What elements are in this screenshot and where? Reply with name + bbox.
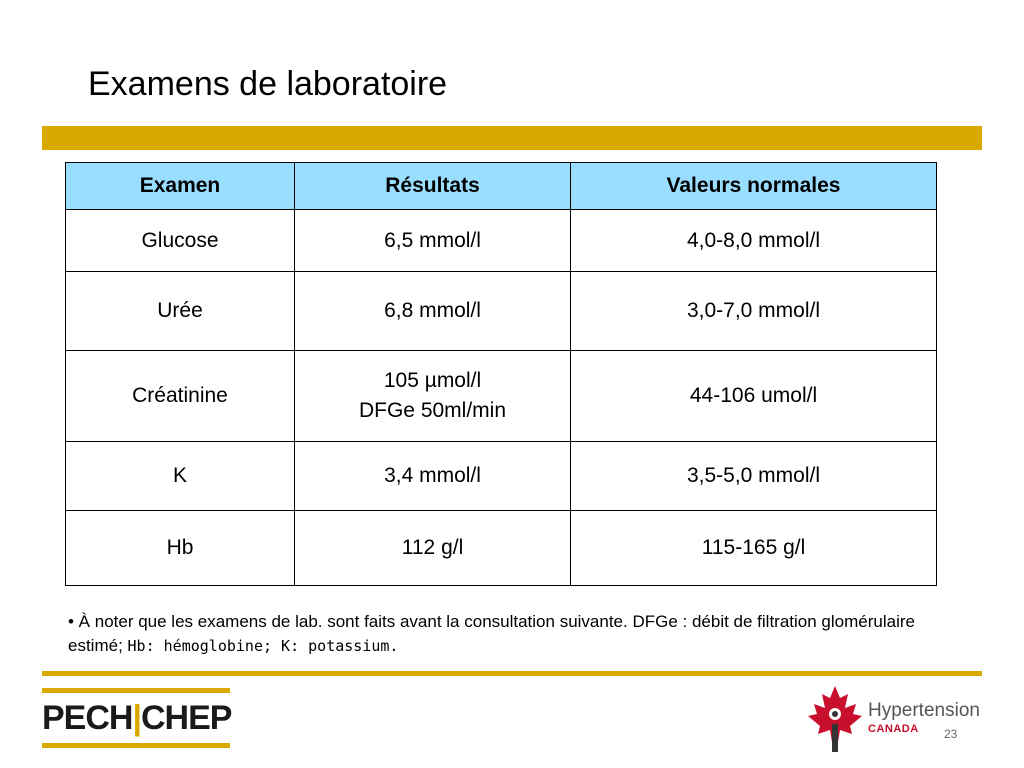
footer-divider-bar (42, 671, 982, 676)
table-row (66, 210, 937, 272)
pech-separator: | (132, 699, 141, 737)
hypertension-word: Hypertension (868, 700, 980, 721)
cell-normal: 115-165 g/l (571, 511, 937, 586)
pech-chep-wordmark (42, 698, 230, 738)
cell-normal: 4,0-8,0 mmol/l (571, 210, 937, 272)
cell-exam: Hb (66, 511, 295, 586)
page-number: 23 (944, 727, 958, 741)
table-row (66, 442, 937, 511)
cell-exam: Glucose (66, 210, 295, 272)
lab-results-table (65, 162, 937, 586)
footnote-abbreviations: Hb: hémoglobine; K: potassium. (127, 637, 399, 655)
result-line: 105 µmol/l (383, 369, 482, 392)
table-row (66, 351, 937, 442)
cell-normal: 3,0-7,0 mmol/l (571, 272, 937, 351)
header-exam: Examen (66, 163, 295, 210)
cell-result (295, 511, 571, 586)
cell-result (295, 442, 571, 511)
result-line: DFGe 50ml/min (358, 399, 507, 422)
slide-title: Examens de laboratoire (88, 65, 448, 103)
cell-result (295, 210, 571, 272)
table-row (66, 272, 937, 351)
cell-exam: Urée (66, 272, 295, 351)
canada-word: CANADA (868, 723, 919, 735)
logo-band-bottom (42, 743, 230, 748)
title-divider-bar (42, 126, 982, 150)
table-header-row (66, 163, 937, 210)
pech-word: PECH (42, 699, 133, 737)
result-line: 112 g/l (401, 536, 464, 559)
cell-normal: 44-106 umol/l (571, 351, 937, 442)
cell-exam: K (66, 442, 295, 511)
hypertension-text (868, 700, 980, 736)
pech-chep-logo (42, 688, 230, 748)
logo-band-top (42, 688, 230, 693)
chep-word: CHEP (140, 699, 232, 737)
maple-leaf-icon (804, 684, 866, 754)
cell-result (295, 351, 571, 442)
footnote-text: • À noter que les examens de lab. sont faits avant la consultation suivante. DFGe : débit de filtration glomérulaire estimé; (68, 612, 915, 655)
footnote (68, 610, 938, 658)
cell-exam: Créatinine (66, 351, 295, 442)
header-results: Résultats (295, 163, 571, 210)
table-row (66, 511, 937, 586)
header-normal-values: Valeurs normales (571, 163, 937, 210)
result-line: 6,5 mmol/l (384, 228, 481, 252)
result-line: 6,8 mmol/l (384, 299, 481, 322)
hypertension-canada-logo (804, 684, 984, 754)
cell-normal: 3,5-5,0 mmol/l (571, 442, 937, 511)
cell-result (295, 272, 571, 351)
result-line: 3,4 mmol/l (384, 464, 481, 487)
